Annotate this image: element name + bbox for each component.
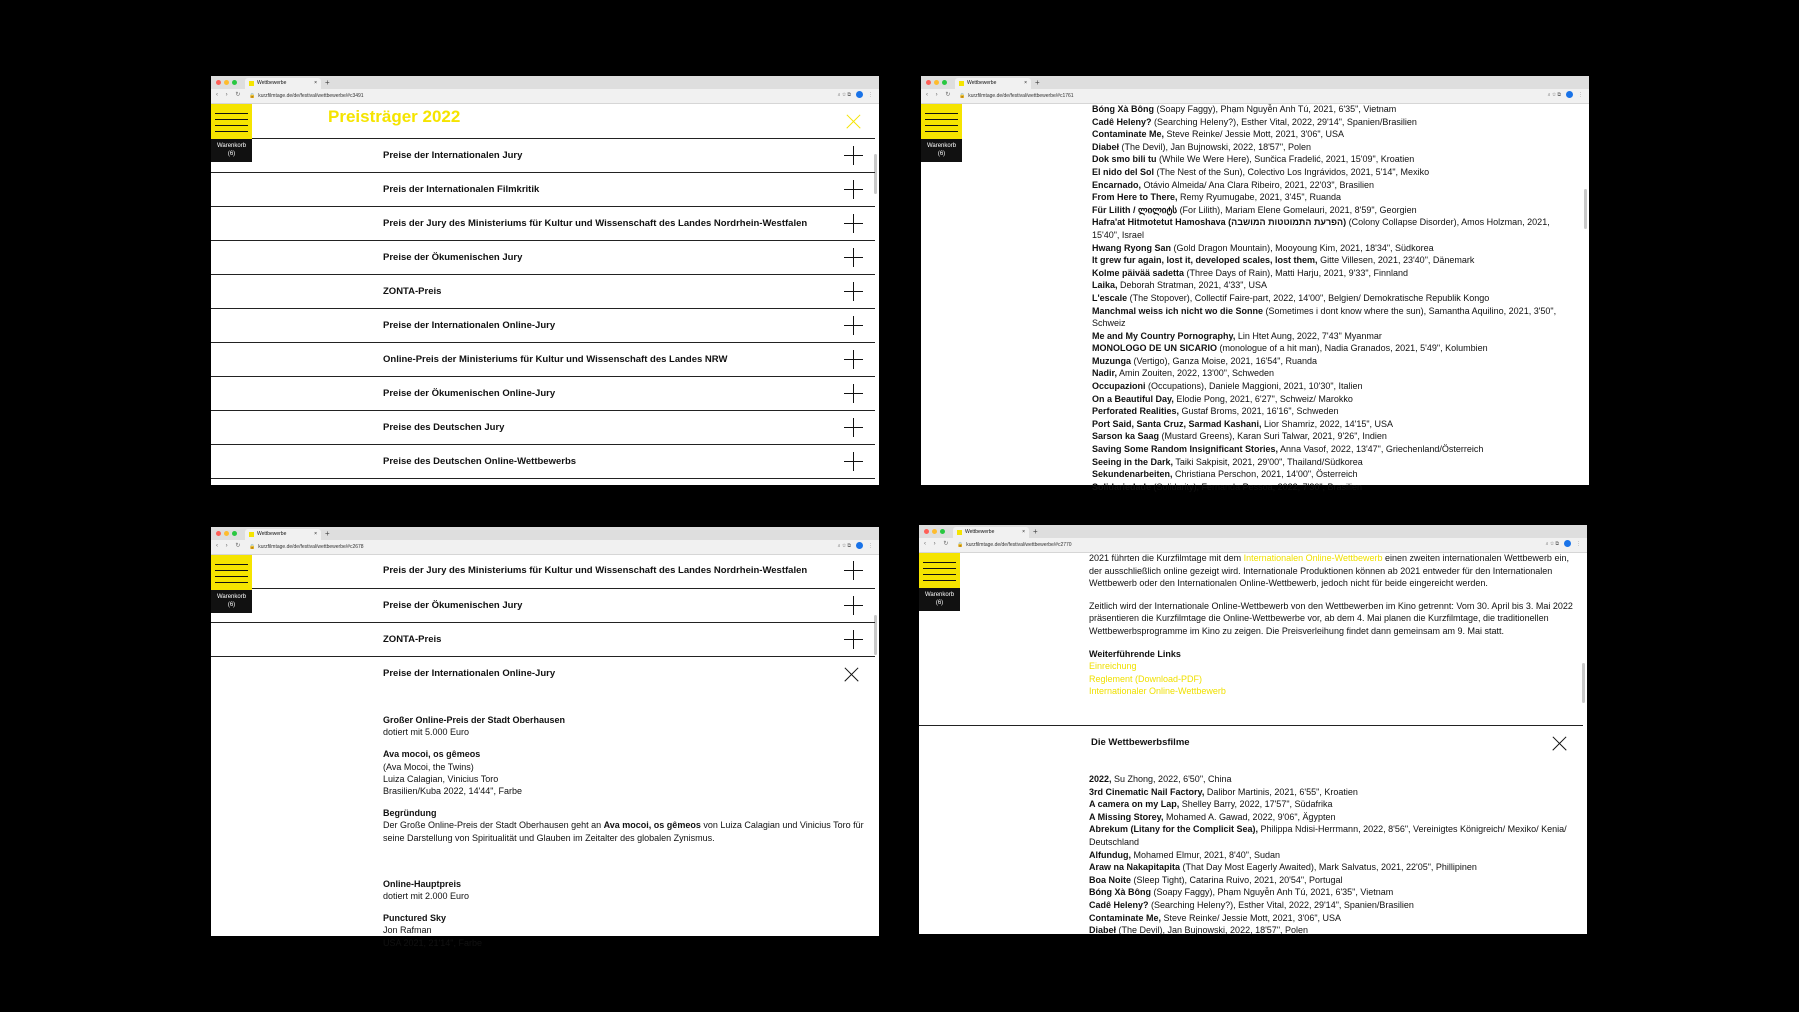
film-details: (Soapy Faggy), Phạm Nguyễn Anh Tú, 2021, 6'35", Vietnam — [1154, 104, 1397, 114]
close-icon[interactable] — [844, 667, 859, 682]
new-tab-button[interactable]: + — [1035, 78, 1040, 87]
film-title: Perforated Realities, — [1092, 406, 1180, 417]
film-details: (While We Were Here), Sunčica Fradelić, 2021, 15'09", Kroatien — [1156, 154, 1415, 165]
film-entry — [1092, 355, 1577, 368]
scrollbar[interactable] — [1582, 663, 1585, 703]
film-maker: Jon Rafman — [383, 925, 432, 936]
accordion-item-open[interactable] — [919, 725, 1583, 760]
toolbar-icon-glyphs[interactable]: ⌕ ☆ ⧉ — [837, 542, 851, 549]
film-title: A Missing Storey, — [1089, 811, 1164, 822]
film-entry — [1092, 216, 1577, 241]
accordion-label: Preise der Ökumenischen Jury — [383, 252, 523, 263]
lock-icon: 🔒 — [959, 93, 966, 99]
browser-window-filmlist — [921, 76, 1589, 492]
film-title: Port Said, Santa Cruz, Sarmad Kashani, — [1092, 418, 1262, 429]
film-details: (Three Days of Rain), Matti Harju, 2021, 9'33", Finnland — [1184, 267, 1409, 278]
film-details: (Searching Heleny?), Esther Vital, 2022, 29'14", Spanien/Brasilien — [1151, 116, 1417, 127]
film-title: 3rd Cinematic Nail Factory, — [1089, 786, 1205, 797]
toolbar-icons[interactable] — [1548, 91, 1583, 98]
accordion-item[interactable] — [211, 308, 875, 343]
film-entry — [1092, 267, 1577, 280]
accordion-item[interactable] — [211, 240, 875, 275]
reason-text — [383, 819, 867, 843]
accordion-item[interactable] — [211, 376, 875, 411]
plus-icon[interactable] — [844, 630, 863, 649]
film-title: Hafra'at Hitmotetut Hamoshava (הפרעת התמוטטות המושבה) — [1092, 217, 1347, 228]
film-entry — [1092, 166, 1577, 179]
film-title: Dok smo bili tu — [1092, 154, 1157, 165]
film-details: Lin Htet Aung, 2022, 7'43" Myanmar — [1235, 330, 1382, 341]
accordion-label: Preise der Ökumenischen Online-Jury — [383, 388, 556, 399]
film-entry — [1089, 773, 1575, 786]
film-entry — [1092, 342, 1577, 355]
film-details: (Occupations), Daniele Maggioni, 2021, 10'30", Italien — [1145, 381, 1363, 392]
kebab-menu-icon[interactable]: ⋮ — [868, 542, 873, 549]
film-entry — [1092, 116, 1577, 129]
film-details: Philippa Ndisi-Herrmann, 2022, 8'56", Vereinigtes Königreich/ Mexiko/ Kenia/ Deutschland — [1089, 824, 1567, 847]
url-text: kurzfilmtage.de/de/festival/wettbewerbe/#c3491 — [258, 93, 364, 99]
film-entry — [1092, 292, 1577, 305]
accordion-label: Preise der Internationalen Online-Jury — [383, 320, 556, 331]
accordion-label: Preise der Ökumenischen Jury — [383, 600, 523, 611]
nav-buttons[interactable]: ‹ › ↻ — [924, 541, 952, 547]
nav-buttons[interactable]: ‹ › ↻ — [926, 92, 954, 98]
close-icon[interactable] — [1552, 736, 1567, 751]
film-details: Gustaf Broms, 2021, 16'16", Schweden — [1179, 406, 1339, 417]
film-title: Occupazioni — [1092, 381, 1146, 392]
browser-chrome — [211, 527, 879, 555]
film-details: (For Lilith), Mariam Elene Gomelauri, 2021, 8'59", Georgien — [1177, 204, 1417, 215]
address-bar-row — [211, 89, 879, 103]
film-title: A camera on my Lap, — [1089, 799, 1180, 810]
film-title: Ava mocoi, os gêmeos — [383, 749, 481, 760]
accordion-label: Preise des Deutschen Jury — [383, 422, 505, 433]
film-details: Gitte Villesen, 2021, 23'40", Dänemark — [1317, 255, 1475, 266]
film-entry — [1092, 430, 1577, 443]
tab-title: Wettbewerbe — [257, 531, 287, 537]
accordion-label: ZONTA-Preis — [383, 286, 442, 297]
close-icon[interactable] — [846, 114, 861, 129]
film-details: (The Devil), Jan Bujnowski, 2022, 18'57", Polen — [1119, 141, 1312, 152]
plus-icon[interactable] — [844, 282, 863, 301]
browser-tab[interactable] — [953, 527, 1029, 538]
cart-label: Warenkorb — [216, 594, 247, 600]
film-entry — [1092, 179, 1577, 192]
browser-window-preistraeger — [211, 76, 879, 485]
film-alt-title: (Ava Mocoi, the Twins) — [383, 761, 474, 772]
cart-label: Warenkorb — [924, 592, 955, 598]
toolbar-icon-glyphs[interactable]: ⌕ ☆ ⧉ — [1545, 540, 1559, 547]
link-reglement[interactable]: Reglement (Download-PDF) — [1089, 673, 1203, 684]
film-list — [1089, 773, 1575, 937]
film-details: Remy Ryumugabe, 2021, 3'45", Ruanda — [1177, 192, 1342, 203]
film-title: From Here to There, — [1092, 192, 1178, 203]
nav-buttons[interactable]: ‹ › ↻ — [216, 543, 244, 549]
film-title: Sekundenarbeiten, — [1092, 469, 1173, 480]
film-details: Deborah Stratman, 2021, 4'33", USA — [1117, 280, 1268, 291]
film-title: Bóng Xà Bông — [1092, 104, 1154, 114]
film-entry — [1092, 279, 1577, 292]
film-title: Araw na Nakapitapita — [1089, 862, 1181, 873]
film-entry — [1092, 405, 1577, 418]
tab-strip — [921, 76, 1589, 89]
address-bar-row — [919, 538, 1587, 552]
window-controls[interactable] — [216, 80, 237, 85]
film-entry — [1092, 481, 1577, 494]
film-details: Steve Reinke/ Jessie Mott, 2021, 3'06", USA — [1161, 912, 1342, 923]
cart-count: (6) — [227, 602, 236, 608]
address-bar-row — [921, 89, 1589, 103]
plus-icon[interactable] — [844, 146, 863, 165]
film-entry — [1092, 141, 1577, 154]
film-title: El nido del Sol — [1092, 166, 1155, 177]
cart-count: (6) — [935, 600, 944, 606]
film-details: (Searching Heleny?), Esther Vital, 2022, 29'14", Spanien/Brasilien — [1148, 899, 1414, 910]
film-title: Punctured Sky — [383, 913, 447, 924]
film-entry — [1089, 899, 1575, 912]
cart-label: Warenkorb — [216, 143, 247, 149]
accordion-label: Preis der Jury des Ministeriums für Kultur und Wissenschaft des Landes Nordrhein-Westfalen — [383, 565, 808, 576]
accordion-item[interactable] — [211, 206, 875, 241]
kebab-menu-icon[interactable]: ⋮ — [1576, 540, 1581, 547]
film-details: (Colony Collapse Disorder), Amos Holzman, 2021, 15'40", Israel — [1092, 217, 1550, 240]
reason-post: von Luiza Calagian und Vinicius Toro für seine Darstellung von Spiritualität und Glauben im Zeitalter des globalen Zynismus. — [383, 820, 864, 843]
profile-avatar-icon[interactable] — [856, 542, 863, 549]
online-wettbewerb-link[interactable]: Internationalen Online-Wettbewerb — [1243, 553, 1383, 563]
film-title: Nadir, — [1092, 368, 1118, 379]
accordion-label: Preise des Deutschen Online-Wettbewerbs — [383, 456, 577, 467]
film-entry — [1092, 393, 1577, 406]
film-entry — [1092, 103, 1577, 116]
toolbar-icon-glyphs[interactable]: ⌕ ☆ ⧉ — [1547, 91, 1561, 98]
film-details: (The Nest of the Sun), Colectivo Los Ingrávidos, 2021, 5'14", Mexiko — [1154, 166, 1430, 177]
film-details: (Soapy Faggy), Phạm Nguyễn Anh Tú, 2021, 6'35", Vietnam — [1151, 887, 1394, 898]
film-title: Diabeł — [1092, 141, 1120, 152]
accordion-item[interactable] — [211, 444, 875, 479]
new-tab-button[interactable]: + — [1033, 527, 1038, 536]
film-entry — [1089, 786, 1575, 799]
url-field[interactable] — [959, 91, 1074, 101]
tab-close-icon[interactable]: × — [1022, 529, 1025, 535]
favicon-icon — [249, 81, 254, 86]
film-details: Elodie Pong, 2021, 6'27", Schweiz/ Marokko — [1173, 393, 1353, 404]
film-info: USA 2021, 21'14", Farbe — [383, 937, 482, 948]
favicon-icon — [957, 530, 962, 535]
film-title: Hwang Ryong San — [1092, 242, 1172, 253]
intro-paragraph-2: Zeitlich wird der Internationale Online-Wettbewerb von den Wettbewerben im Kino getrennt: Vom 30. April bis 3. Mai 2022 präsentieren die Kurzfilmtage die Online-Wettbewerbe vor, ab dem 4. Mai planen die Kurzfilmtage, die traditionellen Wettbewerbsprogramme im Kino zu zeigen. Die Preisverleihung findet dann gemeinsam am 9. Mai statt. — [1089, 600, 1573, 636]
film-details: Mohamed Elmur, 2021, 8'40", Sudan — [1131, 849, 1281, 860]
window-controls[interactable] — [924, 529, 945, 534]
film-entry — [1092, 443, 1577, 456]
page-title: Preisträger 2022 — [328, 107, 461, 126]
film-entry — [1089, 798, 1575, 811]
film-entry — [1089, 861, 1575, 874]
accordion-item[interactable] — [211, 172, 875, 207]
section-title: Die Wettbewerbsfilme — [1091, 737, 1190, 748]
cart-button[interactable] — [919, 588, 960, 611]
toolbar-icon-glyphs[interactable]: ⌕ ☆ ⧉ — [837, 91, 851, 98]
film-title: Solidariedade — [1092, 481, 1152, 492]
browser-chrome — [921, 76, 1589, 104]
accordion-item[interactable] — [211, 622, 875, 657]
link-online-wettbewerb[interactable]: Internationaler Online-Wettbewerb — [1089, 686, 1226, 697]
film-details: Lior Shamriz, 2022, 14'15", USA — [1261, 418, 1394, 429]
plus-icon[interactable] — [844, 248, 863, 267]
cart-button[interactable] — [211, 139, 252, 162]
film-title: Abrekum (Litany for the Complicit Sea), — [1089, 824, 1259, 835]
reason-heading: Begründung — [383, 808, 437, 819]
film-entry — [1092, 153, 1577, 166]
page-content — [211, 555, 879, 948]
new-tab-button[interactable]: + — [325, 529, 330, 538]
film-entry — [1089, 849, 1575, 862]
accordion-item[interactable] — [211, 274, 875, 309]
film-details: (Gold Dragon Mountain), Mooyoung Kim, 2021, 18'34", Südkorea — [1171, 242, 1434, 253]
film-info: Brasilien/Kuba 2022, 14'44", Farbe — [383, 786, 523, 797]
film-details: Mohamed A. Gawad, 2022, 9'06", Ägypten — [1163, 811, 1336, 822]
tab-close-icon[interactable]: × — [314, 80, 317, 86]
divider — [211, 478, 875, 489]
reason-pre: Der Große Online-Preis der Stadt Oberhausen geht an — [383, 820, 604, 831]
browser-window-online-wettbewerb — [919, 525, 1587, 934]
film-entry — [1089, 811, 1575, 824]
intro-paragraph-1 — [1089, 552, 1575, 590]
film-details: Amin Zouiten, 2022, 13'00", Schweden — [1117, 368, 1275, 379]
cart-count: (6) — [937, 151, 946, 157]
page-content — [921, 104, 1589, 492]
browser-window-online-jury — [211, 527, 879, 948]
plus-icon[interactable] — [844, 418, 863, 437]
plus-icon[interactable] — [844, 350, 863, 369]
tab-close-icon[interactable]: × — [1024, 80, 1027, 86]
film-details: (That Day Most Eagerly Awaited), Mark Salvatus, 2021, 22'05", Phillipinen — [1180, 862, 1477, 873]
film-details: Anna Vasof, 2022, 13'47", Griechenland/Österreich — [1278, 444, 1484, 455]
film-entry — [1092, 191, 1577, 204]
browser-tab[interactable] — [245, 78, 321, 89]
hamburger-menu-button[interactable] — [211, 104, 252, 139]
film-title: L'escale — [1092, 292, 1128, 303]
tab-title: Wettbewerbe — [965, 529, 995, 535]
hamburger-menu-button[interactable] — [211, 555, 252, 590]
browser-chrome — [211, 76, 879, 104]
profile-avatar-icon[interactable] — [1566, 91, 1573, 98]
film-details: (Sometimes i dont know where the sun), Samantha Aquilino, 2021, 3'50", Schweiz — [1092, 305, 1557, 329]
film-title: Manchmal weiss ich nicht wo die Sonne — [1092, 305, 1264, 316]
plus-icon[interactable] — [844, 384, 863, 403]
film-details: (The Stopover), Collectif Faire-part, 2022, 14'00", Belgien/ Demokratische Republik Kongo — [1127, 292, 1490, 303]
favicon-icon — [959, 81, 964, 86]
intro-text — [1089, 552, 1575, 698]
accordion-item[interactable] — [211, 410, 875, 445]
cart-label: Warenkorb — [926, 143, 957, 149]
tab-strip — [211, 76, 879, 89]
plus-icon[interactable] — [844, 561, 863, 580]
profile-avatar-icon[interactable] — [856, 91, 863, 98]
toolbar-icons[interactable] — [838, 542, 873, 549]
film-entry — [1092, 128, 1577, 141]
film-makers: Luiza Calagian, Vinicius Toro — [383, 773, 499, 784]
film-title: Contaminate Me, — [1089, 912, 1162, 923]
plus-icon[interactable] — [844, 180, 863, 199]
film-title: Bóng Xà Bông — [1089, 887, 1151, 898]
accordion-label: Online-Preis der Ministeriums für Kultur und Wissenschaft des Landes NRW — [383, 354, 728, 365]
accordion-label: Preise der Internationalen Online-Jury — [383, 668, 556, 679]
film-entry — [1089, 886, 1575, 899]
film-title: Contaminate Me, — [1092, 129, 1165, 140]
film-entry — [1092, 380, 1577, 393]
film-details: (Vertigo), Ganza Moise, 2021, 16'54", Ruanda — [1131, 355, 1318, 366]
film-title: 2022, — [1089, 774, 1112, 784]
cart-button[interactable] — [211, 590, 252, 613]
tab-title: Wettbewerbe — [967, 80, 997, 86]
film-title: Für Lilith / ლილიტს — [1092, 204, 1178, 215]
film-details: Steve Reinke/ Jessie Mott, 2021, 3'06", USA — [1164, 129, 1345, 140]
window-controls[interactable] — [216, 531, 237, 536]
film-entry — [1092, 204, 1577, 217]
film-title: It grew fur again, lost it, developed scales, lost them, — [1092, 255, 1318, 266]
film-entry — [1089, 874, 1575, 887]
film-title: Muzunga — [1092, 355, 1131, 366]
cart-button[interactable] — [921, 139, 962, 162]
film-title: Cadê Heleny? — [1089, 899, 1149, 910]
cart-count: (6) — [227, 151, 236, 157]
profile-avatar-icon[interactable] — [1564, 540, 1571, 547]
browser-chrome — [919, 525, 1587, 553]
accordion-item[interactable] — [211, 342, 875, 377]
film-title: Sarson ka Saag — [1092, 431, 1160, 442]
award-amount: dotiert mit 2.000 Euro — [383, 891, 470, 902]
nav-buttons[interactable]: ‹ › ↻ — [216, 92, 244, 98]
intro-post: einen zweiten internationalen Wettbewerb ein, der ausschließlich online gezeigt wird. Internationale Produktionen können ab 2021 entweder für den Internationalen Wettbewerb oder den Internationalen Online-Wettbewerb, jedoch nicht für beide eingereicht werden. — [1089, 553, 1569, 589]
film-title: Laika, — [1092, 280, 1118, 291]
accordion-label: Preis der Internationalen Filmkritik — [383, 184, 540, 195]
lock-icon: 🔒 — [249, 544, 256, 550]
film-details: Shelley Barry, 2022, 17'57", Südafrika — [1179, 799, 1333, 810]
new-tab-button[interactable]: + — [325, 78, 330, 87]
film-details: Taiki Sakpisit, 2021, 29'00", Thailand/Südkorea — [1173, 456, 1363, 467]
film-entry — [1092, 456, 1577, 469]
film-list — [1092, 103, 1577, 493]
film-title: Diabeł — [1089, 925, 1117, 936]
tab-strip — [211, 527, 879, 540]
accordion-label: ZONTA-Preis — [383, 634, 442, 645]
film-entry — [1092, 367, 1577, 380]
award-block-1 — [383, 714, 867, 949]
window-controls[interactable] — [926, 80, 947, 85]
url-text: kurzfilmtage.de/de/festival/wettbewerbe/#c2678 — [258, 544, 364, 550]
accordion-item-open[interactable] — [211, 656, 875, 691]
url-field[interactable] — [249, 91, 364, 101]
film-details: Su Zhong, 2022, 6'50", China — [1111, 774, 1232, 784]
film-details: (Solidarity), Fernanda Pessoa, 2022, 7'30", Brasilien — [1151, 481, 1363, 492]
page-content — [919, 553, 1587, 934]
award-title: Online-Hauptpreis — [383, 878, 462, 889]
film-entry — [1089, 823, 1575, 848]
award-title: Großer Online-Preis der Stadt Oberhausen — [383, 715, 566, 725]
url-field[interactable] — [249, 542, 364, 552]
address-bar-row — [211, 540, 879, 554]
intro-pre: 2021 führten die Kurzfilmtage mit dem — [1089, 553, 1244, 563]
favicon-icon — [249, 532, 254, 537]
reason-film: Ava mocoi, os gêmeos — [603, 820, 701, 831]
film-title: Boa Noite — [1089, 874, 1132, 885]
film-title: Saving Some Random Insignificant Stories, — [1092, 444, 1279, 455]
film-details: Christiana Perschon, 2021, 14'00", Österreich — [1172, 469, 1358, 480]
plus-icon[interactable] — [844, 596, 863, 615]
url-text: kurzfilmtage.de/de/festival/wettbewerbe/#c1761 — [968, 93, 1074, 99]
kebab-menu-icon[interactable]: ⋮ — [868, 91, 873, 98]
toolbar-icons[interactable] — [1546, 540, 1581, 547]
accordion-item[interactable] — [211, 588, 875, 623]
film-entry — [1089, 912, 1575, 925]
page-content — [211, 104, 879, 485]
lock-icon: 🔒 — [957, 542, 964, 548]
film-title: Me and My Country Pornography, — [1092, 330, 1236, 341]
toolbar-icons[interactable] — [838, 91, 873, 98]
film-title: Seeing in the Dark, — [1092, 456, 1174, 467]
plus-icon[interactable] — [844, 316, 863, 335]
kebab-menu-icon[interactable]: ⋮ — [1578, 91, 1583, 98]
plus-icon[interactable] — [844, 214, 863, 233]
film-entry — [1092, 254, 1577, 267]
scrollbar[interactable] — [1584, 189, 1587, 229]
accordion-item[interactable] — [211, 138, 875, 173]
tab-strip — [919, 525, 1587, 538]
film-details: Dalibor Martinis, 2021, 6'55", Kroatien — [1204, 786, 1358, 797]
film-title: Alfundug, — [1089, 849, 1131, 860]
links-heading: Weiterführende Links — [1089, 648, 1181, 659]
hamburger-menu-button[interactable] — [919, 553, 960, 588]
accordion-label: Preise der Internationalen Jury — [383, 150, 523, 161]
film-details: (Mustard Greens), Karan Suri Talwar, 2021, 9'26", Indien — [1159, 431, 1387, 442]
accordion-label: Preis der Jury des Ministeriums für Kultur und Wissenschaft des Landes Nordrhein-Westfalen — [383, 218, 808, 229]
film-title: MONOLOGO DE UN SICARIO — [1092, 343, 1218, 354]
browser-tab[interactable] — [245, 529, 321, 540]
lock-icon: 🔒 — [249, 93, 256, 99]
film-entry — [1092, 418, 1577, 431]
award-amount: dotiert mit 5.000 Euro — [383, 727, 470, 738]
film-details: Otávio Almeida/ Ana Clara Ribeiro, 2021, 22'03", Brasilien — [1141, 179, 1375, 190]
film-entry — [1092, 305, 1577, 330]
film-details: (The Devil), Jan Bujnowski, 2022, 18'57", Polen — [1116, 925, 1309, 936]
film-title: Encarnado, — [1092, 179, 1142, 190]
film-entry — [1092, 242, 1577, 255]
browser-tab[interactable] — [955, 78, 1031, 89]
film-entry — [1089, 924, 1575, 937]
film-entry — [1092, 468, 1577, 481]
hamburger-menu-button[interactable] — [921, 104, 962, 139]
film-entry — [1092, 330, 1577, 343]
tab-title: Wettbewerbe — [257, 80, 287, 86]
link-einreichung[interactable]: Einreichung — [1089, 661, 1137, 672]
url-text: kurzfilmtage.de/de/festival/wettbewerbe/#c2770 — [966, 542, 1072, 548]
film-title: Cadê Heleny? — [1092, 116, 1152, 127]
url-field[interactable] — [957, 540, 1072, 550]
plus-icon[interactable] — [844, 452, 863, 471]
film-title: Kolme päivää sadetta — [1092, 267, 1185, 278]
film-title: On a Beautiful Day, — [1092, 393, 1174, 404]
accordion-item[interactable] — [211, 554, 875, 588]
tab-close-icon[interactable]: × — [314, 531, 317, 537]
film-details: (Sleep Tight), Catarina Ruivo, 2021, 20'54", Portugal — [1131, 874, 1343, 885]
film-details: (monologue of a hit man), Nadia Granados, 2021, 5'49", Kolumbien — [1217, 343, 1488, 354]
